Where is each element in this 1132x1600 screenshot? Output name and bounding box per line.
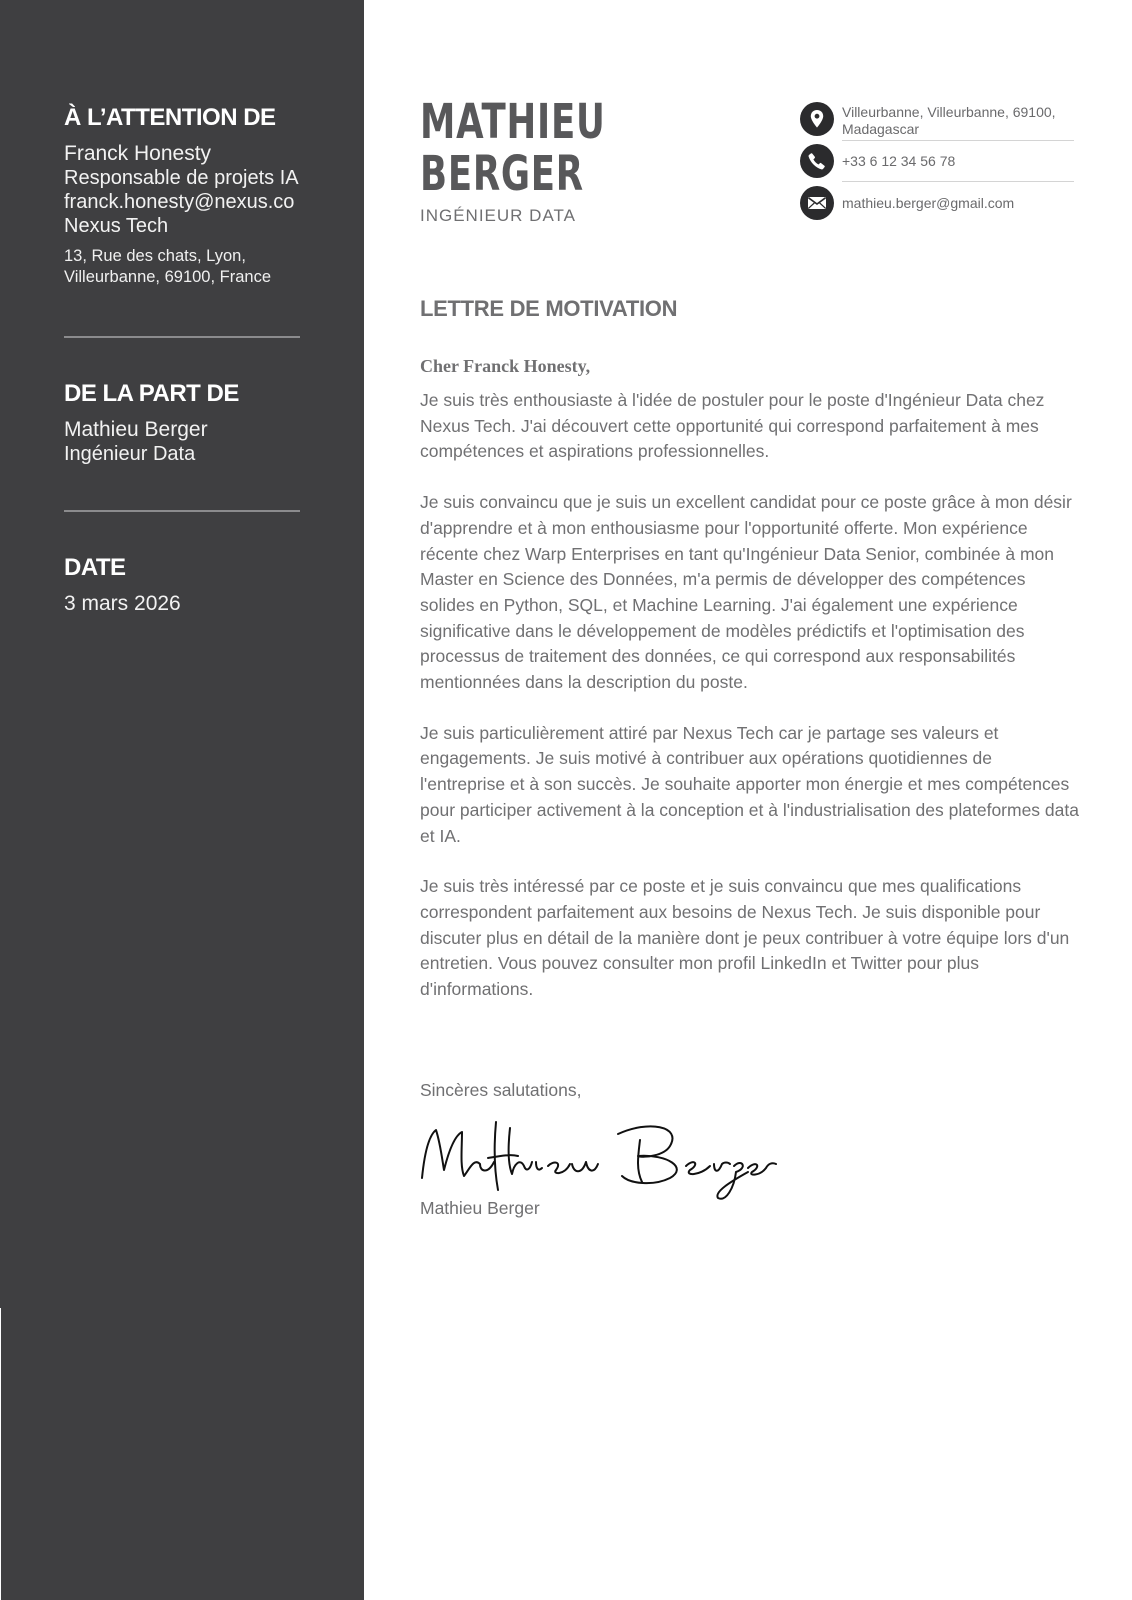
sender-name: Mathieu Berger (64, 418, 208, 441)
letter-title: LETTRE DE MOTIVATION (420, 296, 678, 321)
sidebar (0, 0, 364, 1600)
recipient-address-line1: 13, Rue des chats, Lyon, (64, 247, 246, 265)
date-value: 3 mars 2026 (64, 592, 181, 615)
phone-icon (800, 144, 834, 178)
sender-section (64, 380, 300, 466)
last-name: BERGER (420, 146, 584, 202)
candidate-role: INGÉNIEUR DATA (420, 206, 576, 225)
contact-address-text: Villeurbanne, Villeurbanne, 69100, Madagascar (842, 104, 1056, 137)
contact-email-text: mathieu.berger@gmail.com (842, 195, 1015, 211)
date-heading: DATE (64, 554, 126, 581)
edge-mark (0, 1308, 1, 1600)
contact-divider (842, 140, 1074, 141)
recipient-name: Franck Honesty (64, 142, 212, 165)
signed-name: Mathieu Berger (420, 1198, 540, 1218)
first-name: MATHIEU (420, 94, 606, 150)
candidate-name (420, 96, 606, 200)
closing: Sincères salutations, (420, 1080, 582, 1100)
recipient-address-line2: Villeurbanne, 69100, France (64, 268, 272, 286)
sender-heading: DE LA PART DE (64, 380, 239, 407)
paragraph: Je suis convaincu que je suis un excellent candidat pour ce poste grâce à mon désir d'apprendre et à mon enthousiasme pour l'opportunité offerte. Mon expérience récente chez Warp Enterprises en tant qu'Ingénieur Data Senior, combinée à mon Master en Science des Données, m'a permis de développer des compétences solides en Python, SQL, et Machine Learning. J'ai également une expérience significative dans le développement de modèles prédictifs et l'optimisation des processus de traitement des données, ce qui correspond aux responsabilités mentionnées dans la description du poste. (420, 492, 1072, 693)
sidebar-divider (64, 510, 300, 512)
sidebar-divider (64, 336, 300, 338)
salutation: Cher Franck Honesty, (420, 356, 591, 376)
recipient-company: Nexus Tech (64, 215, 169, 237)
paragraph: Je suis très enthousiaste à l'idée de postuler pour le poste d'Ingénieur Data chez Nexus Tech. J'ai découvert cette opportunité qui correspond parfaitement à mes compétences et aspirations professionnelles. (420, 390, 1045, 462)
envelope-icon (800, 186, 834, 220)
recipient-email: franck.honesty@nexus.co (64, 191, 295, 213)
sender-title: Ingénieur Data (64, 443, 196, 465)
location-pin-icon (800, 102, 834, 136)
contact-divider (842, 181, 1074, 182)
signature-text: Mathieu Berger (418, 1118, 425, 1119)
recipient-heading: À L’ATTENTION DE (64, 104, 276, 131)
date-section (64, 554, 300, 616)
contact-phone-text: +33 6 12 34 56 78 (842, 153, 956, 169)
signature (418, 1118, 778, 1208)
recipient-title: Responsable de projets IA (64, 167, 299, 189)
paragraph: Je suis particulièrement attiré par Nexus Tech car je partage ses valeurs et engagements. Je suis motivé à contribuer aux opérations quotidiennes de l'entreprise et à son succès. Je souhaite apporter mon énergie et mes compétences pour participer activement à la conception et à l'industrialisation des plateformes data et IA. (420, 722, 1079, 846)
recipient-address (64, 246, 300, 288)
recipient-section (64, 104, 300, 288)
paragraph: Je suis très intéressé par ce poste et je suis convaincu que mes qualifications correspondent parfaitement aux besoins de Nexus Tech. Je suis disponible pour discuter plus en détail de la manière dont je peux contribuer à votre équipe lors d'un entretien. Vous pouvez consulter mon profil LinkedIn et Twitter pour plus d'informations. (420, 876, 1070, 1000)
letter-body (420, 388, 1080, 1028)
